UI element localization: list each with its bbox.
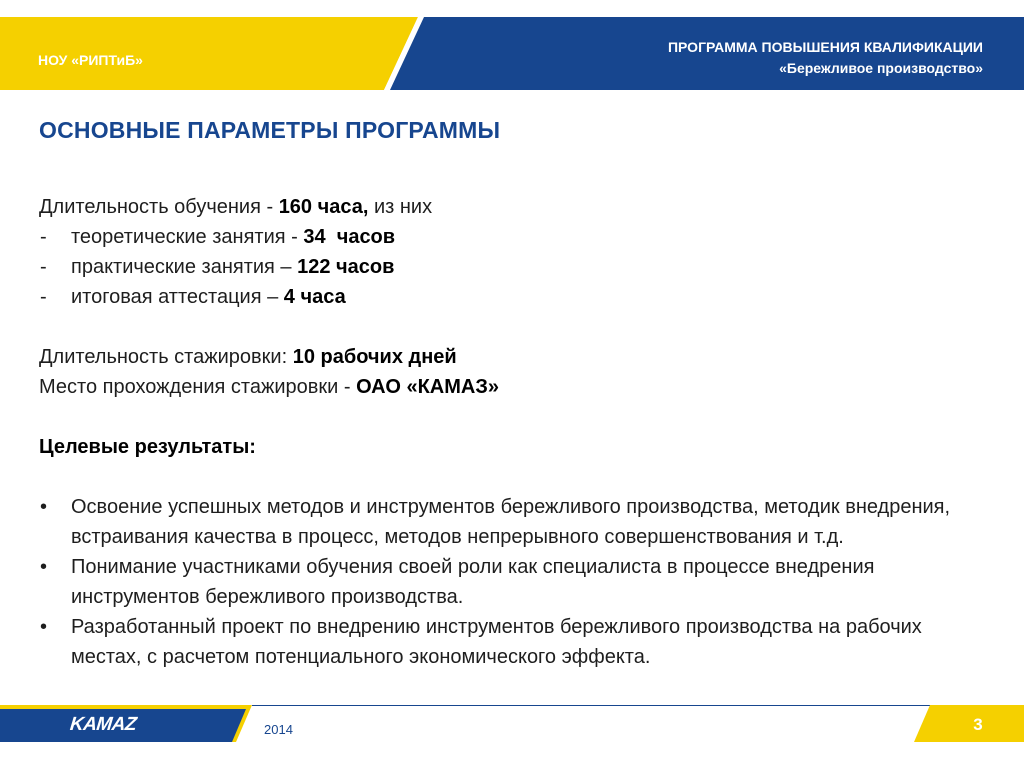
- org-name: НОУ «РИПТиБ»: [38, 52, 143, 68]
- internship-duration-line: [39, 342, 989, 372]
- page-number: 3: [973, 715, 983, 734]
- result-item-text: Понимание участниками обучения своей роли как специалиста в процессе внедрения инструментов бережливого производства.: [71, 556, 875, 608]
- result-item: [39, 612, 989, 672]
- footer-background: [0, 705, 1024, 755]
- duration-label: Длительность обучения -: [39, 196, 279, 218]
- program-title: [668, 37, 983, 79]
- internship-place-value: ОАО «КАМАЗ»: [356, 376, 499, 398]
- results-heading-text: Целевые результаты:: [39, 436, 256, 458]
- results-heading: [39, 432, 989, 462]
- internship-place-line: [39, 372, 989, 402]
- duration-item-value: 34 часов: [303, 226, 396, 248]
- bullet-marker: •: [40, 496, 48, 518]
- duration-value: 160 часа,: [278, 196, 369, 218]
- result-item: [39, 492, 989, 552]
- slide-content: [39, 192, 989, 672]
- year-label: 2014: [264, 722, 293, 737]
- duration-item-value: 4 часа: [283, 286, 346, 308]
- result-item: [39, 552, 989, 612]
- duration-item-label: теоретические занятия -: [71, 226, 304, 248]
- spacer: [39, 402, 989, 432]
- internship-place-label: Место прохождения стажировки -: [39, 376, 357, 398]
- duration-item-label: практические занятия –: [71, 256, 298, 278]
- result-item-text: Освоение успешных методов и инструментов бережливого производства, методик внедрения, встраивания качества в процесс, методов непрерывного совершенствования и т.д.: [71, 496, 951, 548]
- page-title: ОСНОВНЫЕ ПАРАМЕТРЫ ПРОГРАММЫ: [39, 117, 501, 143]
- duration-suffix: из них: [368, 196, 433, 218]
- spacer: [39, 312, 989, 342]
- duration-item-value: 122 часов: [297, 256, 395, 278]
- program-title-line1: ПРОГРАММА ПОВЫШЕНИЯ КВАЛИФИКАЦИИ: [667, 39, 983, 55]
- internship-duration-label: Длительность стажировки:: [39, 346, 293, 368]
- bullet-marker: •: [40, 616, 48, 638]
- duration-item-attestation: [39, 282, 989, 312]
- duration-item-theory: [39, 222, 989, 252]
- duration-item-practice: [39, 252, 989, 282]
- duration-item-label: итоговая аттестация –: [71, 286, 284, 308]
- kamaz-logo: KAMAZ: [68, 714, 138, 735]
- result-item-text: Разработанный проект по внедрению инструментов бережливого производства на рабочих местах, с расчетом потенциального экономического эффекта.: [71, 616, 922, 668]
- duration-line: [39, 192, 989, 222]
- program-title-line2: «Бережливое производство»: [779, 60, 983, 76]
- internship-duration-value: 10 рабочих дней: [292, 346, 457, 368]
- dash-marker: -: [40, 286, 47, 308]
- spacer: [39, 462, 989, 492]
- footer-band: [0, 705, 1024, 755]
- dash-marker: -: [40, 226, 47, 248]
- bullet-marker: •: [40, 556, 48, 578]
- dash-marker: -: [40, 256, 47, 278]
